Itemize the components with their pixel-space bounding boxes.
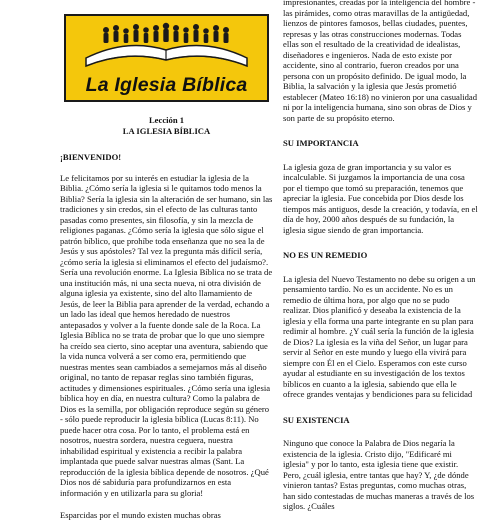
body-paragraph: La iglesia goza de gran importancia y su valor es incalculable. Si juzgamos la importancia de una cosa por el tiempo que tomó su preparación, tenemos que apreciar la iglesia. Fue concebida por Dios desde los tiempos más antiguos, desde la creación, y todavía, en el día de hoy, 2000 años después de su fundación, la iglesia sigue siendo de gran importancia. [283, 161, 478, 235]
right-column [283, 0, 478, 512]
body-paragraph: Le felicitamos por su interés en estudiar la iglesia de la Biblia. ¿Cómo sería la iglesia si le quitamos todo menos la Biblia? Sería la iglesia sin la alteración de ser humano, sin las tradiciones y sin credos, sin el efecto de las culturas tanto pasadas como presentes, sin filosofía, y sin la mezcla de religiones paganas. ¿Cómo sería la iglesia que sólo sigue el patrón bíblico, que prohíbe toda enseñanza que no sea la de Jesús y sus apóstoles? Tal vez la pregunta más difícil sería, ¿cómo sería la iglesia si eliminamos el efecto del judaísmo?. Sería una revolución enorme. La Iglesia Bíblica no se trata de una institución más, ni una secta nueva, ni otra división de alguna iglesia ya existente, sino del alto llamamiento de Jesús, de leer la Biblia para aprender de la verdad, echando a un lado las ideal que hemos heredado de nuestros antepasados y volver a la fuente donde sale de la Roca. La Iglesia Bíblica no se trata de probar que lo que uno siempre ha creído sea cierto, sino aceptar una aventura, sabiendo que la vida nunca volverá a ser como era, permitiendo que nuestras mentes sean cambiados a semejarnos más al diseño original, no tanto de repasar reglas sino también figuras, actitudes y dimensiones espirituales. ¿Cómo sería una iglesia bíblica hoy en día, en nuestra cultura? Como la palabra de Dios es la semilla, por obligación reproduce según su género - sólo puede reproducir la iglesia bíblica (Lucas 8:11). No puede hacer otra cosa. Por lo tanto, el problema está en nosotros, nuestra sordera, nuestra ceguera, nuestra inhabilidad espiritual y existencia a recibir la palabra implantada que puede salvar nuestras almas (Sant. La reproducción de la iglesia bíblica depende de nosotros. ¿Qué Dios nos dé sabiduría para profundizarnos en esta información y en utilizarla para su gloria! [60, 172, 273, 498]
body-paragraph: La iglesia del Nuevo Testamento no debe su origen a un pensamiento tardío. No es un accidente. No es un remedio de última hora, por algo que no se pudo realizar. Dios planificó y deseaba la existencia de la iglesia y ella forma una parte integrante en su plan para redimir al hombre. ¿Y cuál sería la función de la iglesia de Dios? La iglesia es la viña del Señor, un lugar para servir al Señor en este mundo y luego ella vivirá para siempre con Él en el Cielo. Esperamos con este curso ayudar al estudiante en su investigación de los textos bíblicos en cuanto a la iglesia, sabiendo que ella le ofrece grandes ventajas y bendiciones para su felicidad [283, 273, 476, 399]
lesson-number: Lección 1 [148, 115, 185, 125]
section-heading: SU IMPORTANCIA [283, 138, 359, 148]
logo-banner [64, 14, 269, 102]
body-paragraph: impresionantes, creadas por la inteligencia del hombre - las pirámides, como otras maravillas de la antigüedad, lienzos de pintores famosos, bellas ciudades, puentes, represas y las otras construcciones modernas. Todas ellas son el resultado de la creatividad de idealistas, diseñadores e ingenieros. Nada de esto existe por accidente, sino al contrario, fueron creados por una persona con un propósito definido. De igual modo, la Biblia, la salvación y la iglesia que Jesús prometió establecer (Mateo 16:18) no vinieron por una casualidad ni por la inteligencia humana, sino son obras de Dios y son parte de su propósito eterno. [283, 0, 478, 123]
logo-title: La Iglesia Bíblica [85, 73, 248, 96]
greeting-heading: ¡BIENVENIDO! [60, 152, 122, 162]
section-heading: NO ES UN REMEDIO [283, 250, 368, 260]
lesson-title: LA IGLESIA BÍBLICA [122, 125, 211, 136]
body-paragraph: Ninguno que conoce la Palabra de Dios negaría la existencia de la iglesia. Cristo dijo, "Edificaré mi iglesia" y por lo tanto, esta iglesia tiene que existir. Pero, ¿cuál iglesia, entre tantas que hay? Y, ¿de dónde vinieron tantas? Estas preguntas, como muchas otras, han sido contestadas de muchas maneras a través de los siglos. ¿Cuáles [283, 438, 475, 511]
body-paragraph: Esparcidas por el mundo existen muchas obras [60, 510, 221, 520]
left-column [60, 0, 273, 521]
section-heading: SU EXISTENCIA [283, 414, 350, 425]
